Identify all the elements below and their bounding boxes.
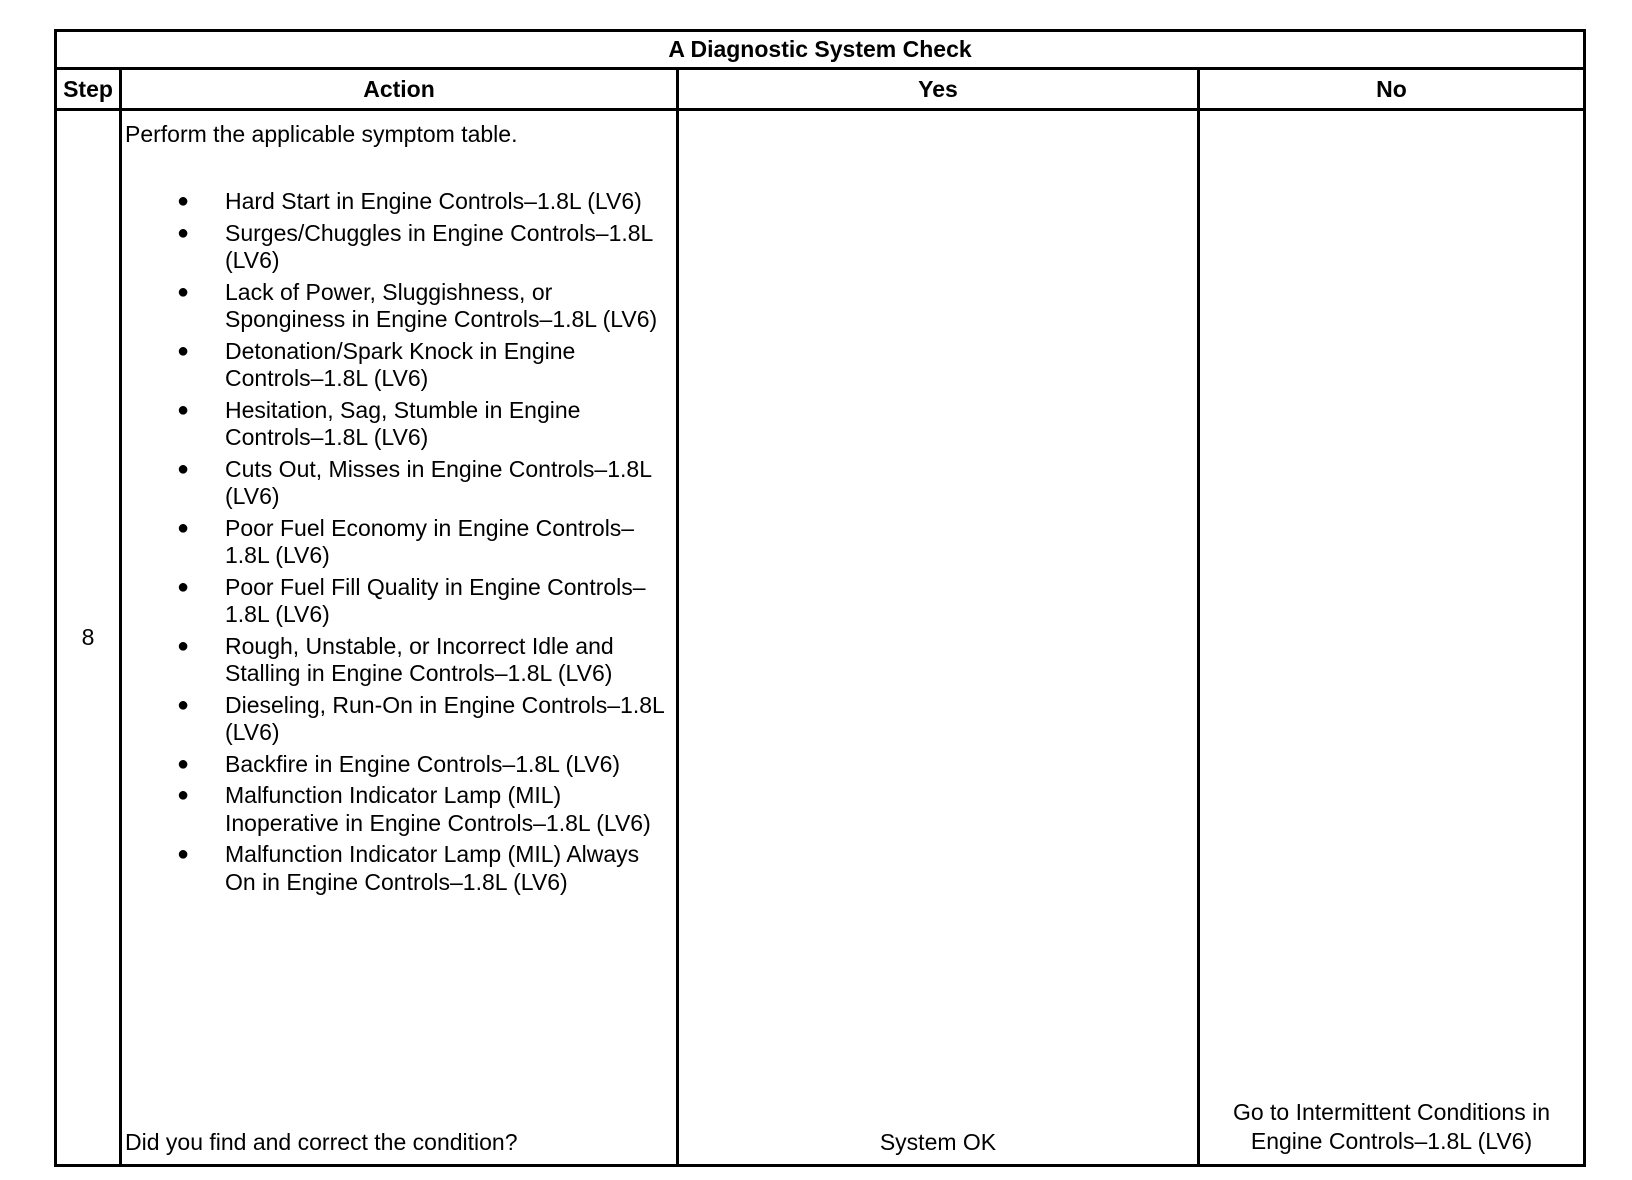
list-item[interactable] bbox=[125, 782, 665, 837]
action-cell bbox=[125, 111, 673, 1164]
bullet-icon: ● bbox=[177, 516, 190, 539]
symptom-link[interactable]: Dieseling, Run-On in Engine Controls–1.8L (LV6) bbox=[225, 691, 664, 745]
bullet-icon: ● bbox=[177, 339, 190, 362]
list-item[interactable] bbox=[125, 692, 665, 747]
symptom-link[interactable]: Hard Start in Engine Controls–1.8L (LV6) bbox=[225, 188, 642, 214]
header-action: Action bbox=[363, 75, 435, 102]
bullet-icon: ● bbox=[177, 221, 190, 244]
bullet-icon: ● bbox=[177, 634, 190, 657]
no-result-link[interactable]: Go to Intermittent Conditions in Engine Controls–1.8L (LV6) bbox=[1232, 1099, 1551, 1154]
bullet-icon: ● bbox=[177, 575, 190, 598]
action-intro: Perform the applicable symptom table. bbox=[125, 121, 518, 147]
header-yes: Yes bbox=[918, 75, 958, 102]
list-item[interactable] bbox=[125, 751, 665, 779]
list-item[interactable] bbox=[125, 633, 665, 688]
list-item[interactable] bbox=[125, 515, 665, 570]
symptom-link[interactable]: Poor Fuel Economy in Engine Controls–1.8L (LV6) bbox=[225, 514, 635, 568]
bullet-icon: ● bbox=[177, 457, 190, 480]
symptom-link[interactable]: Surges/Chuggles in Engine Controls–1.8L (LV6) bbox=[225, 219, 653, 273]
list-item[interactable] bbox=[125, 338, 665, 393]
symptom-link[interactable]: Hesitation, Sag, Stumble in Engine Controls–1.8L (LV6) bbox=[225, 396, 581, 450]
bullet-icon: ● bbox=[177, 752, 190, 775]
header-step: Step bbox=[63, 75, 113, 102]
symptom-list bbox=[125, 188, 673, 900]
list-item[interactable] bbox=[125, 279, 665, 334]
symptom-link[interactable]: Detonation/Spark Knock in Engine Controls–1.8L (LV6) bbox=[225, 337, 576, 391]
list-item[interactable] bbox=[125, 574, 665, 629]
list-item[interactable] bbox=[125, 456, 665, 511]
list-item[interactable] bbox=[125, 188, 665, 216]
bullet-icon: ● bbox=[177, 693, 190, 716]
list-item[interactable] bbox=[125, 220, 665, 275]
table-title: A Diagnostic System Check bbox=[57, 32, 1583, 70]
no-cell bbox=[1200, 111, 1583, 1164]
list-item[interactable] bbox=[125, 841, 665, 896]
bullet-icon: ● bbox=[177, 280, 190, 303]
symptom-link[interactable]: Cuts Out, Misses in Engine Controls–1.8L (LV6) bbox=[225, 455, 652, 509]
table-row bbox=[57, 111, 1583, 1164]
symptom-link[interactable]: Poor Fuel Fill Quality in Engine Controls–1.8L (LV6) bbox=[225, 573, 646, 627]
table-header-row bbox=[57, 70, 1583, 111]
yes-result: System OK bbox=[879, 1129, 997, 1155]
symptom-link[interactable]: Malfunction Indicator Lamp (MIL) Always On in Engine Controls–1.8L (LV6) bbox=[225, 841, 640, 895]
bullet-icon: ● bbox=[177, 398, 190, 421]
symptom-link[interactable]: Lack of Power, Sluggishness, or Sponginess in Engine Controls–1.8L (LV6) bbox=[225, 278, 658, 332]
step-number: 8 bbox=[81, 624, 95, 650]
action-question: Did you find and correct the condition? bbox=[125, 1129, 518, 1155]
symptom-link[interactable]: Backfire in Engine Controls–1.8L (LV6) bbox=[225, 750, 621, 777]
yes-cell bbox=[679, 111, 1197, 1164]
bullet-icon: ● bbox=[177, 190, 190, 212]
diagnostic-table bbox=[54, 29, 1586, 1167]
symptom-link[interactable]: Rough, Unstable, or Incorrect Idle and Stalling in Engine Controls–1.8L (LV6) bbox=[225, 632, 614, 686]
list-item[interactable] bbox=[125, 397, 665, 452]
symptom-link[interactable]: Malfunction Indicator Lamp (MIL) Inoperative in Engine Controls–1.8L (LV6) bbox=[225, 782, 651, 836]
bullet-icon: ● bbox=[177, 843, 190, 865]
bullet-icon: ● bbox=[177, 784, 190, 806]
header-no: No bbox=[1376, 75, 1407, 102]
